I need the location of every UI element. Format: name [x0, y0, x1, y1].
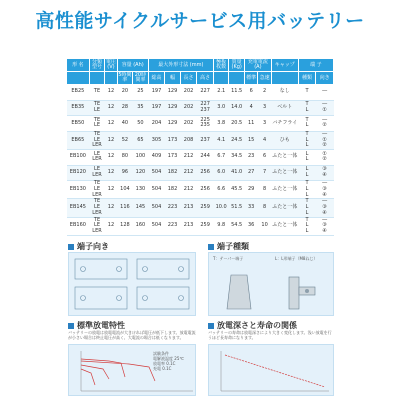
header-cell: キャップ [271, 59, 298, 72]
table-cell-dir: ― ③ ④ [316, 217, 334, 235]
table-cell-h: 259 [197, 199, 214, 217]
table-cell-cap: ベルト [271, 100, 298, 116]
table-subheader-row [67, 72, 334, 85]
table-cell-fast: 7 [258, 165, 271, 181]
table-cell-type: TE LE [89, 100, 105, 116]
bullet-square-icon [68, 244, 74, 250]
table-cell-cap: なし [271, 85, 298, 101]
table-cell-std: 15 [244, 131, 257, 149]
table-cell-cap: ふたと一体 [271, 165, 298, 181]
table-cell-cap: ふたと一体 [271, 150, 298, 166]
table-cell-type: TE LE [89, 116, 105, 132]
table-cell-c5: 116 [117, 199, 133, 217]
header-cell: 端 子 [298, 59, 333, 72]
table-cell-len: 202 [180, 100, 197, 116]
terminal-direction-diagram [69, 253, 197, 317]
table-cell-kg: 24.5 [229, 131, 245, 149]
table-cell-plates: 10.0 [213, 199, 229, 217]
subheader-cell: 向き [316, 72, 334, 85]
header-cell: 最大外形寸法 (mm) [148, 59, 213, 72]
depth-life-description: バッテリーの寿命は放電深さにより大きく変化します。浅い放電を行うほど長寿命になります。 [208, 330, 332, 340]
table-cell-plates: 3.0 [213, 100, 229, 116]
table-cell-plates: 6.6 [213, 181, 229, 199]
table-cell-c5: 28 [117, 100, 133, 116]
table-cell-name: EB25 [67, 85, 90, 101]
table-cell-type: LE LER [89, 150, 105, 166]
table-cell-kg: 11.5 [229, 85, 245, 101]
table-cell-hmax: 504 [148, 165, 165, 181]
table-cell-hmax: 197 [148, 85, 165, 101]
subheader-cell: 標準 [244, 72, 257, 85]
subheader-cell: 総高 [148, 72, 165, 85]
taper-terminal-icon [227, 275, 251, 309]
header-cell: 極板 枚数 [213, 59, 229, 72]
discharge-chart-panel [68, 344, 196, 396]
table-cell-plates: 3.8 [213, 116, 229, 132]
table-cell-len: 213 [180, 217, 197, 235]
discharge-chart [69, 345, 197, 397]
table-cell-h: 225 235 [197, 116, 214, 132]
table-cell-kg: 41.0 [229, 165, 245, 181]
table-cell-plates: 6.7 [213, 150, 229, 166]
section-title: 端子向き [77, 242, 109, 251]
bullet-square-icon [208, 323, 214, 329]
table-cell-std: 11 [244, 116, 257, 132]
bullet-square-icon [208, 244, 214, 250]
table-row [67, 85, 334, 101]
table-cell-kg: 51.5 [229, 199, 245, 217]
table-cell-cap: ふたと一体 [271, 181, 298, 199]
discharge-curve-3 [81, 365, 109, 379]
table-cell-w: 129 [165, 100, 181, 116]
table-cell-w: 129 [165, 116, 181, 132]
t-terminal-label: T：テーパー端子 [213, 256, 244, 261]
table-cell-v: 12 [105, 217, 117, 235]
table-cell-type: TE LE LER [89, 199, 105, 217]
spec-table [66, 58, 334, 236]
header-cell: 質量 (Kg) [229, 59, 245, 72]
table-cell-plates: 6.0 [213, 165, 229, 181]
table-cell-v: 12 [105, 199, 117, 217]
table-cell-v: 12 [105, 85, 117, 101]
table-cell-w: 223 [165, 217, 181, 235]
table-cell-v: 12 [105, 116, 117, 132]
table-cell-std: 4 [244, 100, 257, 116]
table-cell-dir: ― ③ ④ [316, 199, 334, 217]
table-cell-name: EB120 [67, 165, 90, 181]
table-cell-c20: 100 [133, 150, 149, 166]
subheader-cell: 長さ [180, 72, 197, 85]
subheader-cell: 種類 [298, 72, 316, 85]
table-cell-dir: ― ② [316, 116, 334, 132]
table-cell-std: 27 [244, 165, 257, 181]
subheader-cell: 高さ [197, 72, 214, 85]
table-cell-plates: 2.1 [213, 85, 229, 101]
table-cell-dir: ① ② [316, 150, 334, 166]
l-terminal-icon [289, 277, 299, 309]
table-cell-len: 202 [180, 116, 197, 132]
table-cell-name: EB50 [67, 116, 90, 132]
header-cell: 電圧 (V) [105, 59, 116, 70]
table-cell-c20: 130 [133, 181, 149, 199]
table-cell-len: 212 [180, 165, 197, 181]
table-cell-kg: 54.5 [229, 217, 245, 235]
table-cell-fast: 10 [258, 217, 271, 235]
table-cell-v: 12 [105, 131, 117, 149]
table-cell-name: EB130 [67, 181, 90, 199]
terminal-direction-panel [68, 252, 196, 316]
table-cell-len: 212 [180, 181, 197, 199]
table-row [67, 181, 334, 199]
section-title: 端子種類 [217, 242, 249, 251]
table-cell-len: 202 [180, 85, 197, 101]
depth-life-line [225, 355, 325, 387]
table-cell-w: 173 [165, 150, 181, 166]
table-cell-kg: 20.5 [229, 116, 245, 132]
table-cell-type: TE LE LER [89, 181, 105, 199]
table-row [67, 199, 334, 217]
table-cell-hmax: 197 [148, 100, 165, 116]
table-row [67, 217, 334, 235]
table-cell-h: 227 237 [197, 100, 214, 116]
table-cell-hmax: 504 [148, 181, 165, 199]
table-cell-term: T L [298, 100, 316, 116]
table-cell-h: 244 [197, 150, 214, 166]
table-cell-h: 256 [197, 181, 214, 199]
table-cell-fast: 4 [258, 131, 271, 149]
table-cell-w: 129 [165, 85, 181, 101]
discharge-curve-4 [81, 369, 95, 385]
table-cell-term: T [298, 85, 316, 101]
table-cell-v: 12 [105, 181, 117, 199]
table-cell-c20: 120 [133, 165, 149, 181]
legend-text: 電解液温度 25℃ [153, 356, 184, 361]
table-cell-w: 173 [165, 131, 181, 149]
table-cell-term: T L L [298, 217, 316, 235]
table-cell-hmax: 409 [148, 150, 165, 166]
table-cell-hmax: 504 [148, 199, 165, 217]
table-cell-c5: 128 [117, 217, 133, 235]
table-cell-c5: 40 [117, 116, 133, 132]
depth-life-chart-panel [208, 344, 334, 396]
table-cell-c20: 50 [133, 116, 149, 132]
table-cell-kg: 14.0 [229, 100, 245, 116]
table-cell-fast: 8 [258, 199, 271, 217]
section-title: 放電深さと寿命の関係 [217, 321, 297, 330]
discharge-description: バッテリーの放電は放電電流が大きければ電圧が低下します。放電電流が小さい場合は終止電圧が高く、大電流の場合は低くなります。 [68, 330, 196, 340]
header-cell: 分類 型号 [89, 59, 105, 72]
table-header-row [67, 59, 334, 72]
bullet-square-icon [68, 323, 74, 329]
table-cell-c5: 104 [117, 181, 133, 199]
table-cell-plates: 9.8 [213, 217, 229, 235]
table-row [67, 165, 334, 181]
table-cell-term: T L [298, 116, 316, 132]
table-cell-w: 182 [165, 181, 181, 199]
table-cell-fast: 3 [258, 100, 271, 116]
header-cell: 充電電流 (A) [244, 59, 271, 72]
table-cell-c20: 35 [133, 100, 149, 116]
table-cell-term: T L L [298, 199, 316, 217]
table-row [67, 131, 334, 149]
table-cell-h: 256 [197, 165, 214, 181]
table-cell-w: 182 [165, 165, 181, 181]
subheader-cell: 幅 [165, 72, 181, 85]
table-cell-v: 12 [105, 165, 117, 181]
table-row [67, 100, 334, 116]
table-cell-cap: ひも [271, 131, 298, 149]
table-cell-h: 237 [197, 131, 214, 149]
table-cell-name: EB35 [67, 100, 90, 116]
table-cell-dir: ③ ④ [316, 165, 334, 181]
l-terminal-label: L：L形端子（M8ねじ） [275, 256, 318, 261]
depth-life-chart [209, 345, 335, 397]
table-cell-v: 12 [105, 150, 117, 166]
table-cell-w: 223 [165, 199, 181, 217]
header-cell: 容量 (Ah) [117, 59, 148, 72]
table-cell-cap: バチフライ [271, 116, 298, 132]
table-cell-fast: 8 [258, 181, 271, 199]
table-cell-c5: 80 [117, 150, 133, 166]
table-cell-c5: 52 [117, 131, 133, 149]
table-cell-name: EB100 [67, 150, 90, 166]
table-cell-len: 212 [180, 150, 197, 166]
table-cell-hmax: 204 [148, 116, 165, 132]
subheader-cell: 5時間率 [118, 72, 132, 83]
table-cell-std: 6 [244, 85, 257, 101]
terminal-type-heading [208, 241, 249, 252]
page-title: 高性能サイクルサービス用バッテリー [35, 10, 365, 32]
table-cell-hmax: 504 [148, 217, 165, 235]
table-cell-h: 259 [197, 217, 214, 235]
table-cell-dir: ― ① [316, 100, 334, 116]
table-cell-term: L L [298, 165, 316, 181]
table-cell-term: T L L [298, 131, 316, 149]
table-cell-plates: 4.1 [213, 131, 229, 149]
table-cell-dir: ― [316, 85, 334, 101]
table-cell-c20: 160 [133, 217, 149, 235]
table-cell-hmax: 305 [148, 131, 165, 149]
table-cell-term: L L [298, 150, 316, 166]
table-cell-kg: 45.5 [229, 181, 245, 199]
table-cell-fast: 6 [258, 150, 271, 166]
table-cell-kg: 34.5 [229, 150, 245, 166]
subheader-cell: 20時間率 [133, 72, 149, 85]
table-row [67, 150, 334, 166]
table-cell-std: 33 [244, 199, 257, 217]
table-cell-fast: 2 [258, 85, 271, 101]
table-cell-dir: ― ③ ④ [316, 181, 334, 199]
table-cell-name: EB65 [67, 131, 90, 149]
terminal-type-panel [208, 252, 334, 316]
section-title: 標準放電特性 [77, 321, 125, 330]
table-cell-cap: ふたと一体 [271, 217, 298, 235]
table-cell-v: 12 [105, 100, 117, 116]
table-cell-c20: 25 [133, 85, 149, 101]
legend-text: 試験条件 [153, 351, 169, 356]
table-cell-c5: 96 [117, 165, 133, 181]
table-cell-fast: 3 [258, 116, 271, 132]
table-cell-len: 208 [180, 131, 197, 149]
table-cell-term: T L L [298, 181, 316, 199]
subheader-cell: 急速 [258, 72, 271, 85]
table-row [67, 116, 334, 132]
legend-text: 放電率 0.1C [153, 361, 176, 366]
table-cell-dir: ― ① ② [316, 131, 334, 149]
discharge-curve-2 [81, 361, 155, 381]
table-cell-type: LE LER [89, 165, 105, 181]
table-cell-h: 227 [197, 85, 214, 101]
table-cell-c20: 145 [133, 199, 149, 217]
terminal-type-diagram [209, 253, 335, 317]
table-cell-len: 213 [180, 199, 197, 217]
legend-text: 充電 0.1C [153, 366, 172, 371]
table-cell-c20: 65 [133, 131, 149, 149]
table-cell-c5: 20 [117, 85, 133, 101]
terminal-direction-heading [68, 241, 109, 252]
table-cell-std: 23 [244, 150, 257, 166]
header-cell: 形 名 [67, 59, 90, 72]
table-cell-name: EB160 [67, 217, 90, 235]
table-cell-name: EB145 [67, 199, 90, 217]
table-cell-std: 29 [244, 181, 257, 199]
table-cell-type: TE LE LER [89, 131, 105, 149]
table-cell-cap: ふたと一体 [271, 199, 298, 217]
table-cell-std: 36 [244, 217, 257, 235]
table-cell-type: TE LE LER [89, 217, 105, 235]
table-cell-type: TE [89, 85, 105, 101]
